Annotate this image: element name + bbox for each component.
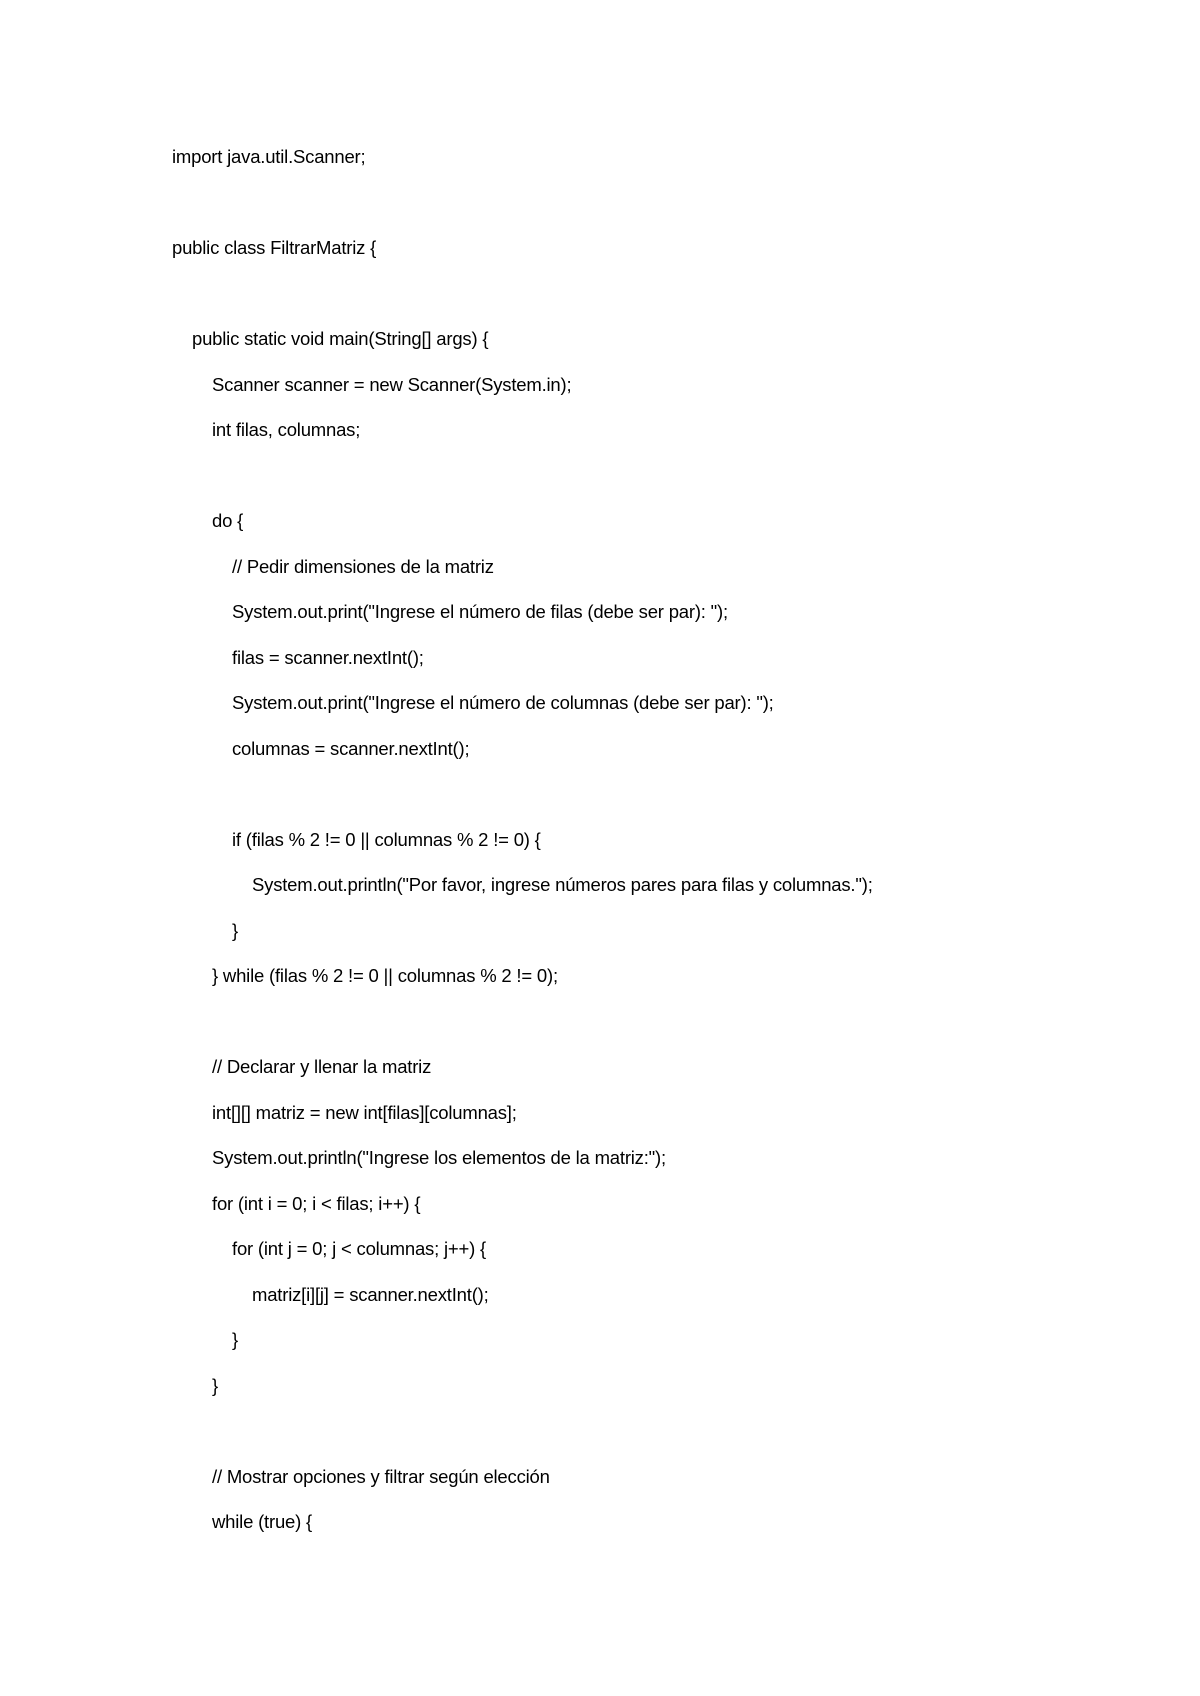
code-line: System.out.print("Ingrese el número de columnas (debe ser par): "); — [232, 692, 774, 713]
code-line: matriz[i][j] = scanner.nextInt(); — [252, 1284, 489, 1305]
code-line: public static void main(String[] args) { — [192, 328, 489, 349]
code-line: } — [212, 1375, 218, 1396]
code-line: int filas, columnas; — [212, 419, 361, 440]
code-line: int[][] matriz = new int[filas][columnas]; — [212, 1102, 517, 1123]
code-line: while (true) { — [212, 1511, 313, 1532]
code-line: import java.util.Scanner; — [172, 146, 366, 167]
code-line: do { — [212, 510, 244, 531]
code-line: Scanner scanner = new Scanner(System.in); — [212, 374, 572, 395]
code-line: System.out.println("Por favor, ingrese números pares para filas y columnas."); — [252, 874, 873, 895]
code-line: } — [232, 920, 238, 941]
code-line: } while (filas % 2 != 0 || columnas % 2 != 0); — [212, 965, 558, 986]
code-line: System.out.print("Ingrese el número de filas (debe ser par): "); — [232, 601, 728, 622]
code-line: } — [232, 1329, 238, 1350]
code-line: for (int i = 0; i < filas; i++) { — [212, 1193, 421, 1214]
code-line: if (filas % 2 != 0 || columnas % 2 != 0) { — [232, 829, 541, 850]
code-line: filas = scanner.nextInt(); — [232, 647, 424, 668]
code-line: // Declarar y llenar la matriz — [212, 1056, 432, 1077]
code-line: public class FiltrarMatriz { — [172, 237, 377, 258]
code-line: for (int j = 0; j < columnas; j++) { — [232, 1238, 486, 1259]
code-line: // Mostrar opciones y filtrar según elección — [212, 1466, 550, 1487]
code-line: columnas = scanner.nextInt(); — [232, 738, 470, 759]
code-line: // Pedir dimensiones de la matriz — [232, 556, 494, 577]
code-line: System.out.println("Ingrese los elementos de la matriz:"); — [212, 1147, 666, 1168]
